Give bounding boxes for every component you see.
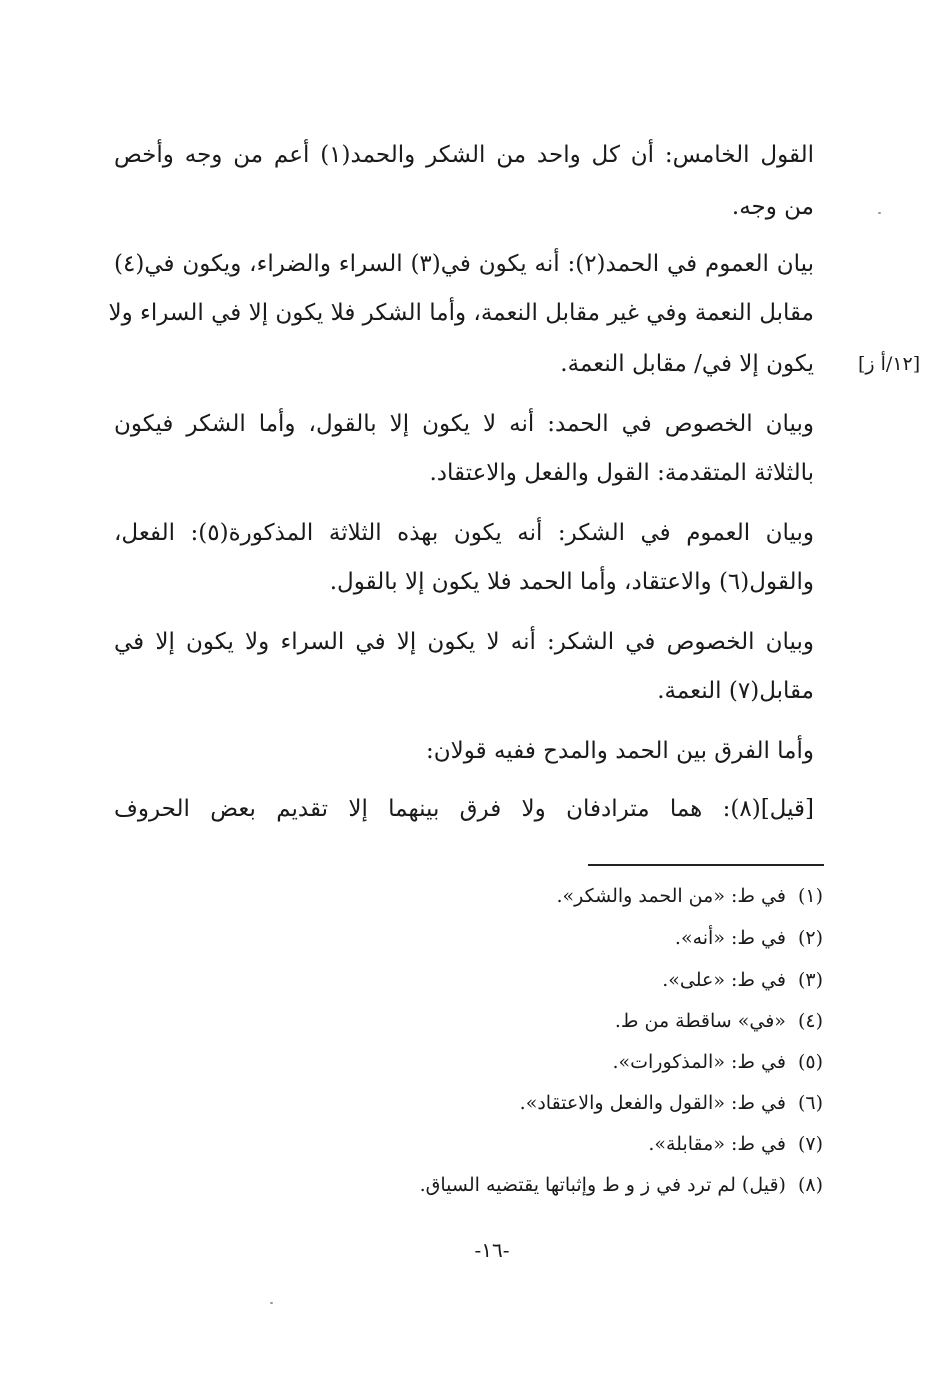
footnote-text: في ط: «على». bbox=[662, 969, 786, 991]
body-line-11: مقابل(٧) النعمة. bbox=[657, 678, 814, 704]
footnote-text: في ط: «أنه». bbox=[674, 927, 786, 949]
footnote-4 bbox=[123, 1007, 823, 1035]
footnote-text: «في» ساقطة من ط. bbox=[614, 1010, 786, 1032]
footnote-text: في ط: «المذكورات». bbox=[612, 1051, 786, 1073]
footnote-text: في ط: «من الحمد والشكر». bbox=[556, 885, 786, 907]
body-line-12: وأما الفرق بين الحمد والمدح ففيه قولان: bbox=[426, 738, 814, 764]
footnote-2 bbox=[123, 924, 823, 952]
footnote-text: في ط: «القول والفعل والاعتقاد». bbox=[519, 1092, 786, 1114]
footnote-5 bbox=[123, 1048, 823, 1076]
footnote-number: (٦) bbox=[797, 1092, 823, 1114]
scan-speck bbox=[878, 212, 881, 214]
footnote-number: (٤) bbox=[797, 1010, 823, 1032]
page-number: -١٦- bbox=[474, 1238, 510, 1262]
footnote-number: (٢) bbox=[797, 927, 823, 949]
margin-folio-note: [١٢/أ ز] bbox=[858, 353, 921, 375]
body-line-1: القول الخامس: أن كل واحد من الشكر والحمد(١) أعم من وجه وأخص bbox=[114, 142, 815, 168]
footnote-number: (٨) bbox=[797, 1174, 823, 1196]
scan-speck bbox=[270, 1302, 273, 1304]
footnote-number: (٣) bbox=[797, 969, 823, 991]
footnote-7 bbox=[123, 1130, 823, 1158]
body-line-8: وبيان العموم في الشكر: أنه يكون بهذه الثلاثة المذكورة(٥): الفعل، bbox=[114, 520, 814, 546]
footnote-1 bbox=[123, 882, 823, 910]
body-line-13: [قيل](٨): هما مترادفان ولا فرق بينهما إلا تقديم بعض الحروف bbox=[114, 796, 814, 822]
body-line-7: بالثلاثة المتقدمة: القول والفعل والاعتقاد. bbox=[429, 460, 814, 486]
body-line-2: من وجه. bbox=[731, 194, 814, 220]
body-line-5: يكون إلا في/ مقابل النعمة. bbox=[560, 351, 814, 377]
footnote-8 bbox=[123, 1171, 823, 1199]
footnote-6 bbox=[123, 1089, 823, 1117]
footnote-separator bbox=[588, 864, 824, 866]
footnote-number: (١) bbox=[797, 885, 823, 907]
footnote-text: في ط: «مقابلة». bbox=[648, 1133, 786, 1155]
body-line-10: وبيان الخصوص في الشكر: أنه لا يكون إلا في السراء ولا يكون إلا في bbox=[114, 629, 814, 655]
footnote-3 bbox=[123, 966, 823, 994]
footnote-number: (٧) bbox=[797, 1133, 823, 1155]
footnote-text: (قيل) لم ترد في ز و ط وإثباتها يقتضيه السياق. bbox=[419, 1174, 786, 1196]
body-line-6: وبيان الخصوص في الحمد: أنه لا يكون إلا بالقول، وأما الشكر فيكون bbox=[114, 411, 814, 437]
footnote-number: (٥) bbox=[797, 1051, 823, 1073]
body-line-9: والقول(٦) والاعتقاد، وأما الحمد فلا يكون إلا بالقول. bbox=[329, 569, 814, 595]
body-line-4: مقابل النعمة وفي غير مقابل النعمة، وأما الشكر فلا يكون إلا في السراء ولا bbox=[108, 300, 814, 326]
body-line-3: بيان العموم في الحمد(٢): أنه يكون في(٣) السراء والضراء، ويكون في(٤) bbox=[114, 251, 814, 277]
